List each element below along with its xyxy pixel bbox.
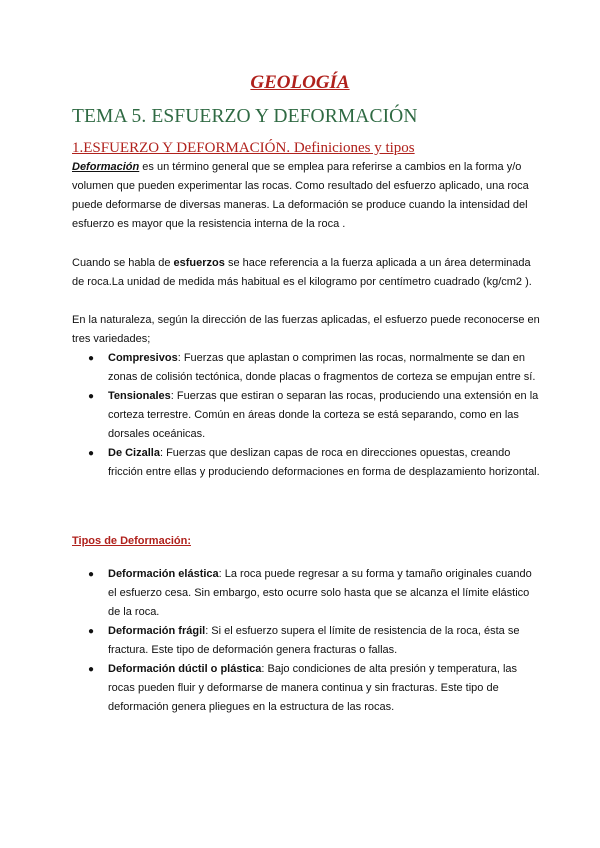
list-item [72, 565, 542, 622]
section-heading: 1.ESFUERZO Y DEFORMACIÓN. Definiciones y tipos [72, 140, 415, 156]
esfuerzo-term: esfuerzos [173, 257, 225, 269]
bullet-icon: ● [88, 391, 95, 402]
document-title: GEOLOGÍA [250, 72, 350, 93]
bullet-icon: ● [88, 448, 95, 459]
tema-heading: TEMA 5. ESFUERZO Y DEFORMACIÓN [72, 106, 418, 127]
bullet-icon: ● [88, 664, 95, 675]
esfuerzo-after: se hace referencia a la fuerza aplicada a un área determinada de roca.La unidad de medida más habitual es el kilogramo por centímetro cuadrado (kg/cm2 ). [72, 257, 532, 288]
list-item-text: : Fuerzas que estiran o separan las rocas, produciendo una extensión en la corteza terrestre. Común en áreas donde la corteza se está separando, como en las dorsales oceánicas. [108, 390, 539, 440]
list-item-term: Compresivos [108, 352, 178, 364]
intro-term: Deformación [72, 161, 140, 173]
list-item-text: : Bajo condiciones de alta presión y temperatura, las rocas pueden fluir y deformarse de manera continua y sin fracturas. Este tipo de deformación genera pliegues en la estructura de las rocas. [108, 663, 518, 713]
bullet-icon: ● [88, 353, 95, 364]
esfuerzo-before: Cuando se habla de [72, 257, 174, 269]
list-item-term: De Cizalla [108, 447, 160, 459]
list-item [72, 349, 542, 387]
list-item-term: Tensionales [108, 390, 171, 402]
list-item [72, 387, 542, 444]
intro-text: es un término general que se emplea para referirse a cambios en la forma y/o volumen que pueden experimentar las rocas. Como resultado del esfuerzo aplicado, una roca puede deformarse de diversas maneras. La deformación se produce cuando la intensidad del esfuerzo es mayor que la resistencia interna de la roca . [72, 161, 529, 230]
bullet-icon: ● [88, 626, 95, 637]
list-item-term: Deformación dúctil o plástica [108, 663, 262, 675]
list-item [72, 660, 542, 717]
list-item [72, 444, 542, 482]
list-item-text: : La roca puede regresar a su forma y tamaño originales cuando el esfuerzo cesa. Sin embargo, esto ocurre solo hasta que se alcanza el límite elástico de la roca. [108, 568, 532, 618]
list-item-text: : Fuerzas que deslizan capas de roca en direcciones opuestas, creando fricción entre ellas y produciendo deformaciones en forma de desplazamiento horizontal. [108, 447, 540, 478]
list-item-text: : Si el esfuerzo supera el límite de resistencia de la roca, ésta se fractura. Este tipo de deformación genera fracturas o fallas. [108, 625, 520, 656]
list-item-term: Deformación elástica [108, 568, 219, 580]
tipos-deformacion-heading: Tipos de Deformación: [72, 535, 191, 547]
esfuerzo-paragraph [72, 254, 542, 292]
esfuerzo-intro-line: En la naturaleza, según la dirección de las fuerzas aplicadas, el esfuerzo puede reconocerse en tres variedades; [72, 314, 540, 345]
list-item [72, 622, 542, 660]
intro-paragraph [72, 158, 542, 234]
bullet-icon: ● [88, 569, 95, 580]
deformacion-types-list [72, 565, 542, 717]
list-item-text: : Fuerzas que aplastan o comprimen las rocas, normalmente se dan en zonas de colisión tectónica, donde placas o fragmentos de corteza se empujan entre sí. [108, 352, 536, 383]
list-item-term: Deformación frágil [108, 625, 206, 637]
esfuerzo-types-list [72, 349, 542, 482]
